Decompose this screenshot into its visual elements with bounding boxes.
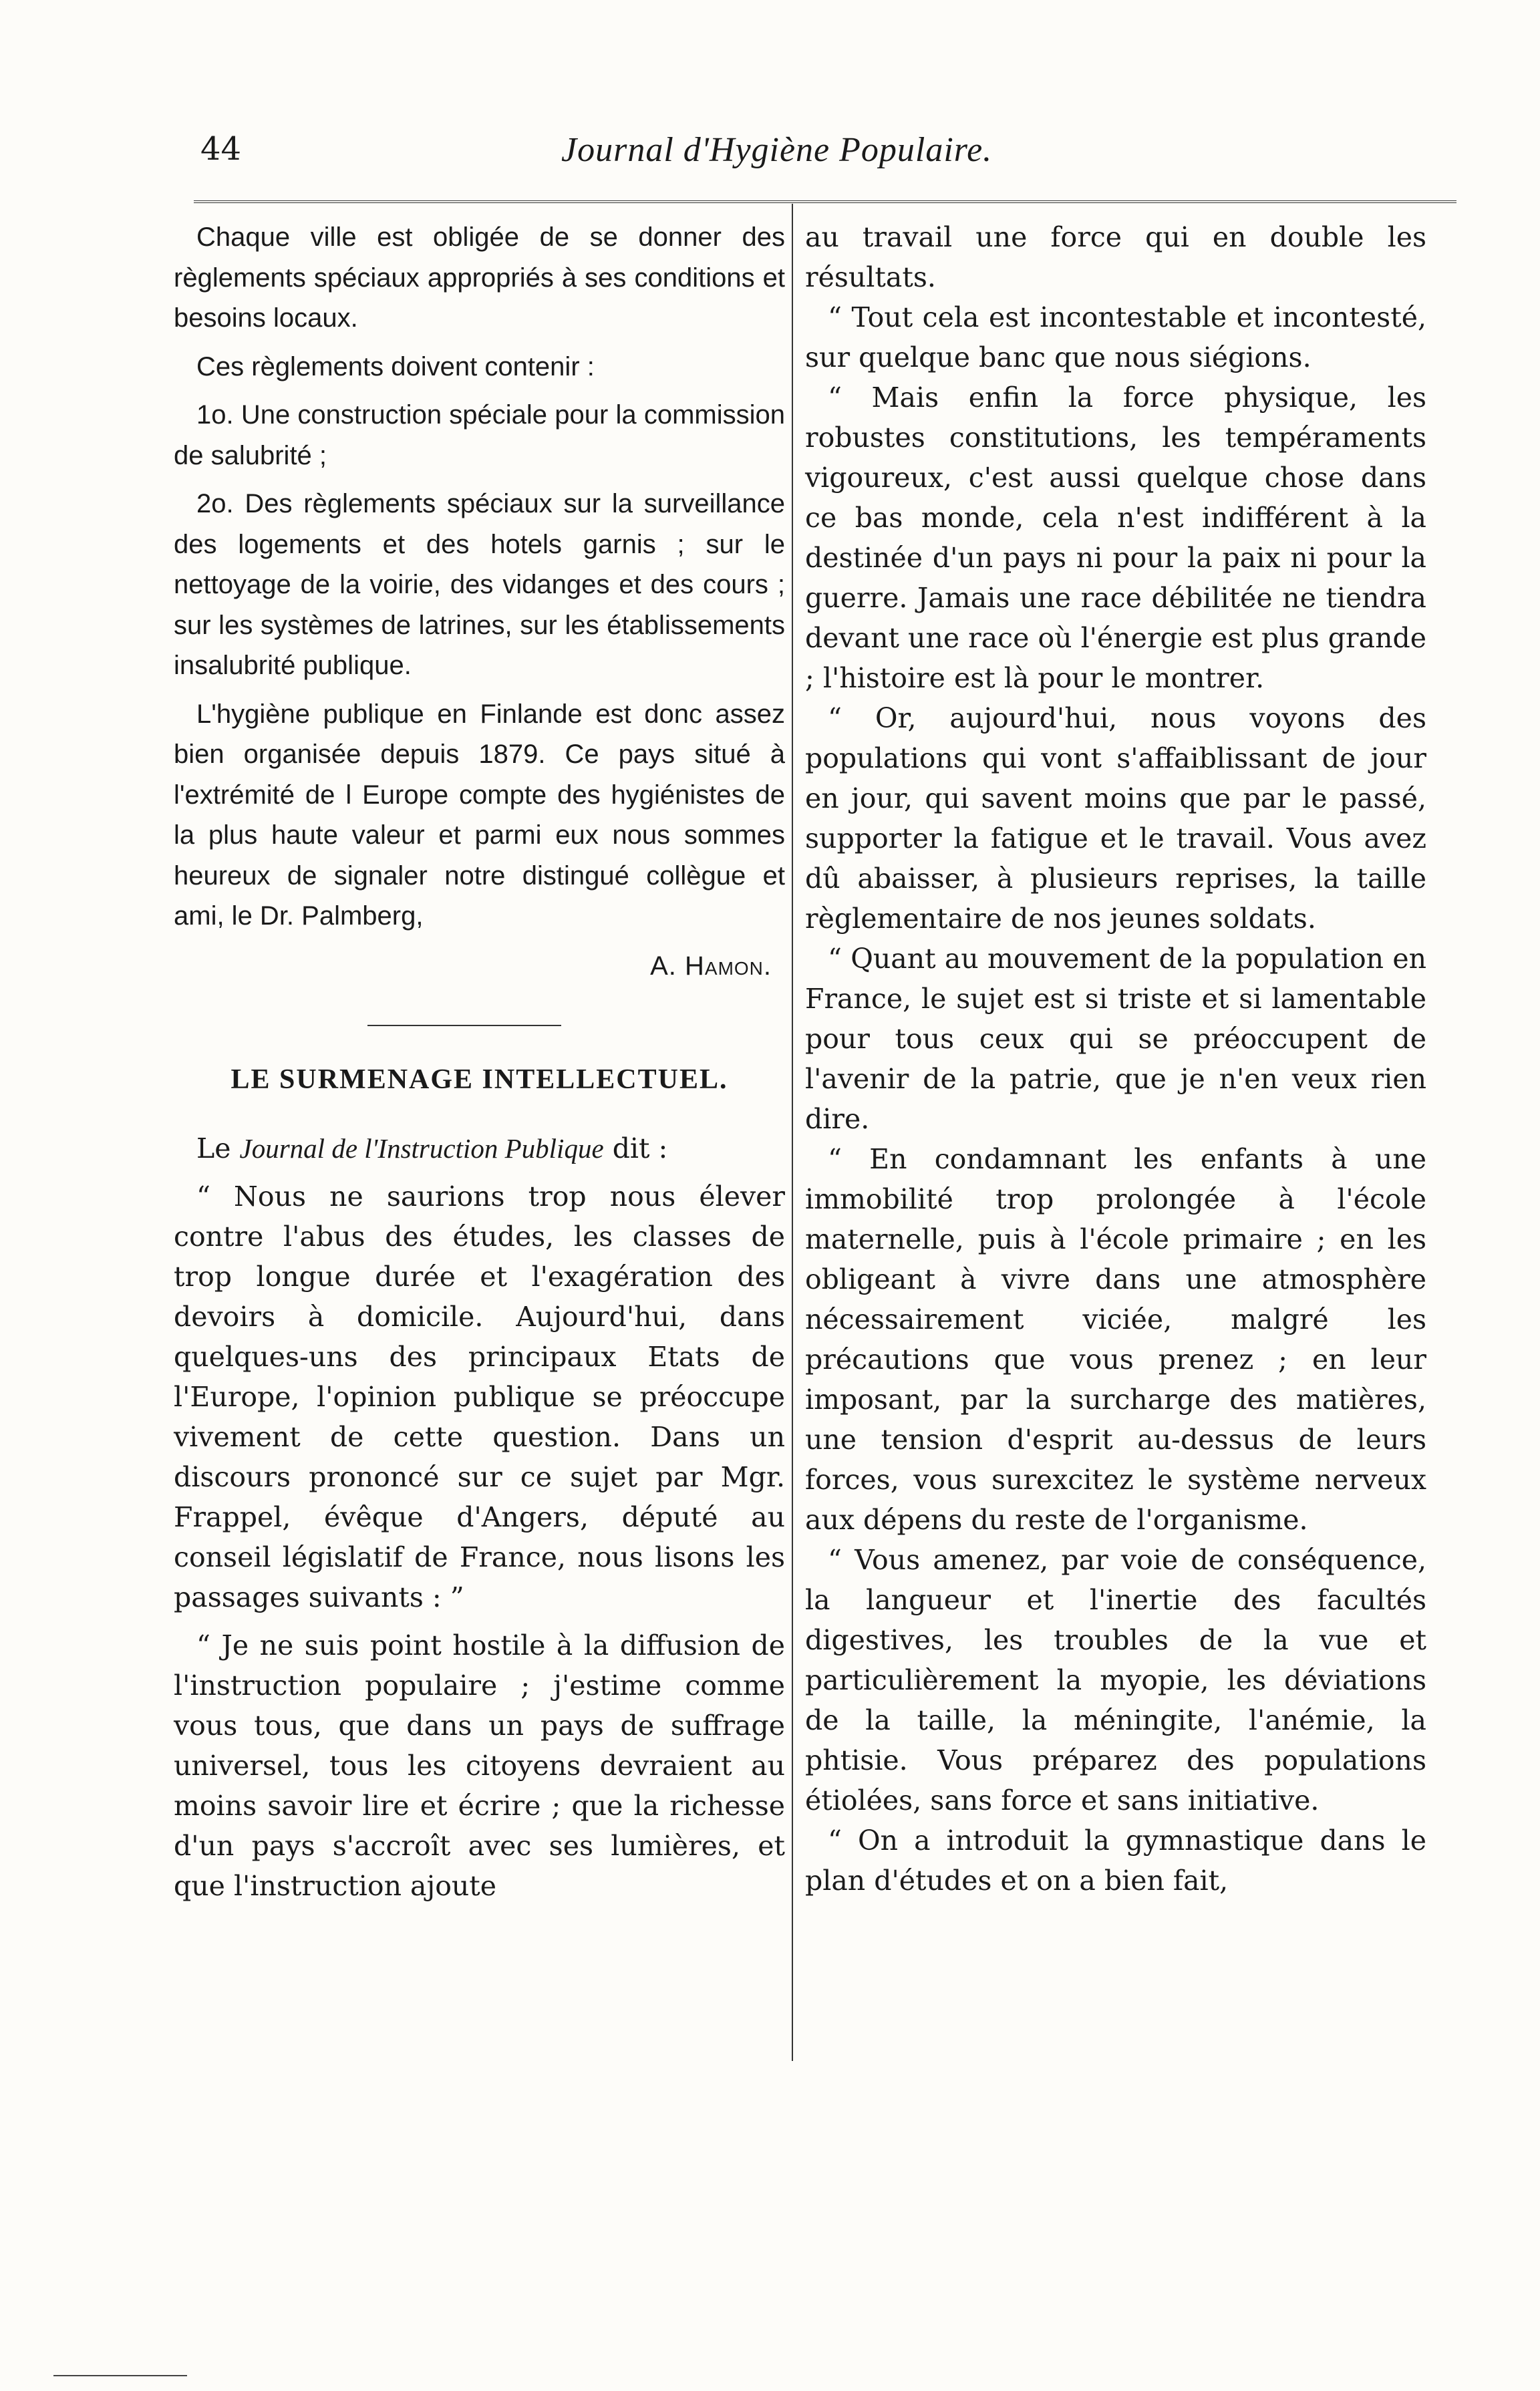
left-column [174,217,785,1906]
footer-mark [53,2375,187,2376]
paragraph: Chaque ville est obligée de se donner des règlements spéciaux appropriés à ses conditions et besoins locaux. [174,222,785,333]
header-rule [194,200,1456,203]
intro-suffix: dit : [603,1132,668,1164]
paragraph: “ Or, aujourd'hui, nous voyons des populations qui vont s'affaiblissant de jour en jour, qui savent moins que par le passé, supporter la fatigue et le travail. Vous avez dû abaisser, à plusieurs reprises, la taille règlementaire de nos jeunes soldats. [805,702,1426,935]
paragraph: L'hygiène publique en Finlande est donc assez bien organisée depuis 1879. Ce pays situé à l'extrémité de l Europe compte des hygiénistes de la plus haute valeur et parmi eux nous sommes heureux de signaler notre distingué collègue et ami, le Dr. Palmberg, [174,699,785,931]
intro-prefix: Le [196,1132,240,1164]
right-column [805,217,1426,1901]
paragraph: au travail une force qui en double les résultats. [805,221,1426,293]
running-title: Journal d'Hygiène Populaire. [561,131,993,169]
publication-title: Journal de l'Instruction Publique [239,1132,604,1164]
page-header [200,130,1423,184]
paragraph: “ Quant au mouvement de la population en France, le sujet est si triste et si lamentable pour tous ceux qui se préoccupent de l'avenir de la patrie, que je n'en veux rien dire. [805,943,1426,1135]
paragraph: Ces règlements doivent contenir : [196,351,595,381]
quote-paragraph: “ Je ne suis point hostile à la diffusion de l'instruction populaire ; j'estime comme vous tous, que dans un pays de suffrage universel, tous les citoyens devraient au moins savoir lire et écrire ; que la richesse d'un pays s'accroît avec ses lumières, et que l'instruction ajoute [174,1629,785,1902]
paragraph: “ Vous amenez, par voie de conséquence, la langueur et l'inertie des facultés digestives, les troubles de la vue et particulièrement la myopie, les déviations de la taille, la méningite, l'anémie, la phtisie. Vous préparez des populations étiolées, sans force et sans initiative. [805,1544,1426,1816]
paragraph: “ On a introduit la gymnastique dans le plan d'études et on a bien fait, [805,1824,1426,1897]
intro-paragraph [174,1128,785,1168]
section-heading: LE SURMENAGE INTELLECTUEL. [230,1064,728,1095]
paragraph: 1o. Une construction spéciale pour la commission de salubrité ; [174,400,785,470]
page-number: 44 [200,130,242,168]
section-separator [367,1025,561,1026]
article-body [174,1128,785,1906]
paragraph: “ Mais enfin la force physique, les robustes constitutions, les tempéraments vigoureux, c'est aussi quelque chose dans ce bas monde, cela n'est indifférent à la destinée d'un pays ni pour la paix ni pour la guerre. Jamais une race débilitée ne tiendra devant une race où l'énergie est plus grande ; l'histoire est là pour le montrer. [805,381,1426,694]
paragraph: “ En condamnant les enfants à une immobilité trop prolongée à l'école maternelle, puis à l'école primaire ; en les obligeant à vivre dans une atmosphère nécessairement viciée, malgré les précautions que vous prenez ; en leur imposant, par la surcharge des matières, une tension d'esprit au-dessus de leurs forces, vous surexcitez le système nerveux aux dépens du reste de l'organisme. [805,1143,1426,1536]
paragraph: “ Tout cela est incontestable et incontesté, sur quelque banc que nous siégions. [805,301,1426,373]
author-signature: A. Hamon. [650,951,772,981]
quote-paragraph: “ Nous ne saurions trop nous élever contre l'abus des études, les classes de trop longue durée et l'exagération des devoirs à domicile. Aujourd'hui, dans quelques-uns des principaux Etats de l'Europe, l'opinion publique se préoccupe vivement de cette question. Dans un discours prononcé sur ce sujet par Mgr. Frappel, évêque d'Angers, député au conseil législatif de France, nous lisons les passages suivants : ” [174,1180,785,1613]
column-divider [792,204,793,2061]
paragraph: 2o. Des règlements spéciaux sur la surveillance des logements et des hotels garnis ; sur le nettoyage de la voirie, des vidanges et des cours ; sur les systèmes de latrines, sur les établissements insalubrité publique. [174,489,785,680]
